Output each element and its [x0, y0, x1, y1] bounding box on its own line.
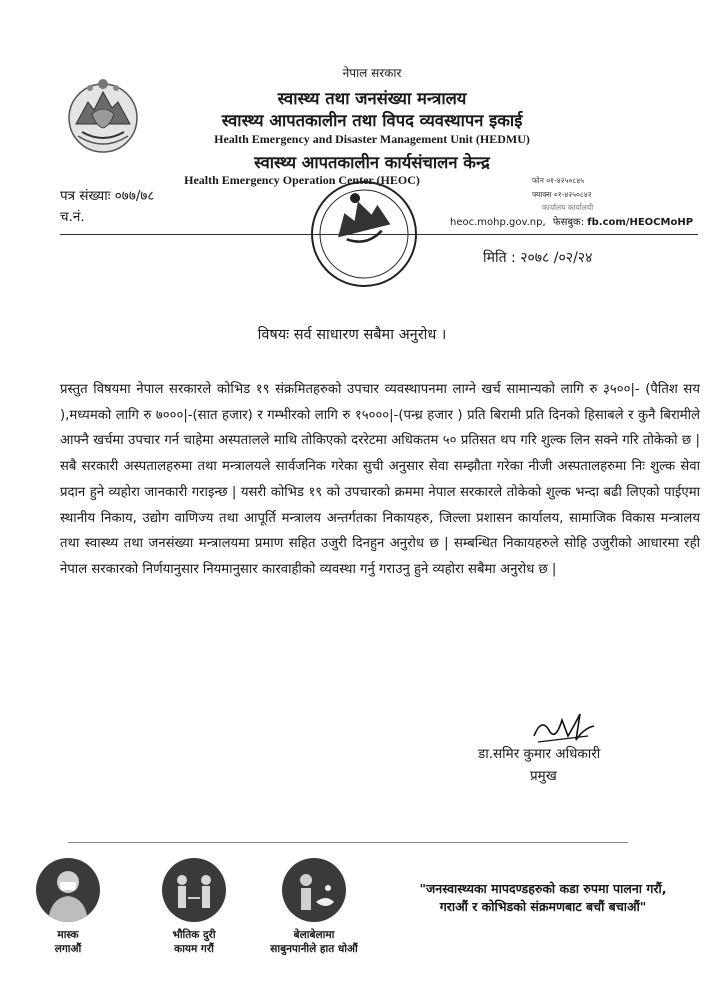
caption-mask-line2: लगाऔं	[54, 943, 82, 955]
header-office: कार्यालय कार्यालयी	[542, 203, 594, 212]
physical-distance-icon	[162, 858, 226, 922]
header-center-en: Health Emergency Operation Center (HEOC)	[184, 173, 420, 187]
letter-date: मिति : २०७८ /०२/२४	[483, 250, 593, 266]
header-phone: फोन ०१-४२५०८४५	[532, 176, 585, 185]
header-unit-np: स्वास्थ्य आपतकालीन तथा विपद व्यवस्थापन इकाई	[221, 111, 523, 130]
signature-scribble	[528, 706, 598, 746]
caption-mask	[38, 928, 98, 956]
header-fax: फ्याक्स ०१-४२५०८४२	[532, 190, 592, 199]
slogan-line1: "जनस्वास्थ्यका मापदण्डहरुको कडा रुपमा पालना गरौं,	[419, 881, 667, 896]
caption-handwash-line1: बेलाबेलामा	[293, 929, 335, 941]
mask-person-icon	[36, 858, 100, 922]
letter-reference-number: पत्र संख्याः ०७७/७८	[60, 188, 155, 204]
caption-handwash	[262, 928, 366, 956]
footer-divider	[68, 842, 628, 843]
caption-distance-line2: कायम गरौं	[174, 943, 214, 955]
header-ministry: स्वास्थ्य तथा जनसंख्या मन्त्रालय	[277, 89, 467, 108]
header-govt: नेपाल सरकार	[342, 66, 402, 80]
letter-body: प्रस्तुत विषयमा नेपाल सरकारले कोभिड १९ संक्रमितहरुको उपचार व्यवस्थापनमा लाग्ने खर्च सामान्यको लागि रु ३५००|- (पैतिश सय ),मध्यमको लागि रु ७०००|-(सात हजार) र गम्भीरको लागि रु १५०००|-(पन्ध्र हजार ) प्रति बिरामी प्रति दिनको हिसाबले र कुनै बिरामीले आफ्नै खर्चमा उपचार गर्न चाहेमा अस्पतालले माथि तोकिएको दररेटमा अधिकतम ५० प्रतिसत थप गरि शुल्क लिन सक्ने गरि तोकेको छ | सबै सरकारी अस्पतालहरुमा तथा मन्त्रालयले सार्वजनिक गरेका सुची अनुसार सेवा सम्झौता गरेका नीजी अस्पतालहरुमा निः शुल्क सेवा प्रदान हुने व्यहोरा जानकारी गराइन्छ | यसरी कोभिड १९ को उपचारको क्रममा नेपाल सरकारले तोकेको शुल्क भन्दा बढी लिएको पाईएमा स्थानीय निकाय, उद्योग वाणिज्य तथा आपूर्ति मन्त्रालय अन्तर्गतका निकायहरु, जिल्ला प्रशासन कार्यालय, सामाजिक विकास मन्त्रालय तथा स्वास्थ्य तथा जनसंख्या मन्त्रालयमा प्रमाण सहित उजुरी दिनहुन अनुरोध छ | सम्बन्धित निकायहरुले सोहि उजुरीको आधारमा रही नेपाल सरकारको निर्णयानुसार नियमानुसार कारवाहीको व्यवस्था गर्नु गराउनु हुने व्यहोरा सबैमा अनुरोध छ |	[60, 382, 700, 577]
official-stamp	[298, 175, 430, 293]
caption-distance-line1: भौतिक दुरी	[172, 929, 216, 941]
caption-mask-line1: मास्क	[57, 929, 79, 941]
header-contact-line	[450, 214, 693, 228]
header-unit-en: Health Emergency and Disaster Management Unit (HEDMU)	[214, 132, 530, 146]
caption-distance	[158, 928, 230, 956]
letter-subject: विषयः सर्व साधारण सबैमा अनुरोध ।	[257, 327, 447, 343]
caption-handwash-line2: साबुनपानीले हात धोऔं	[270, 943, 358, 955]
header-center-np: स्वास्थ्य आपतकालीन कार्यसंचालन केन्द्र	[254, 153, 490, 172]
handwash-icon	[282, 858, 346, 922]
footer-slogan	[378, 880, 704, 916]
facebook-link[interactable]: fb.com/HEOCMoHP	[587, 217, 694, 228]
signatory-name: डा.समिर कुमार अधिकारी	[478, 746, 601, 762]
letter-dispatch-number: च.नं.	[60, 209, 85, 225]
slogan-line2: गराऔं र कोभिडको संक्रमणबाट बचौं बचाऔं"	[439, 899, 647, 914]
signatory-post: प्रमुख	[530, 768, 557, 784]
facebook-label: फेसबुक:	[552, 217, 585, 228]
website-link[interactable]: heoc.mohp.gov.np,	[450, 217, 546, 228]
